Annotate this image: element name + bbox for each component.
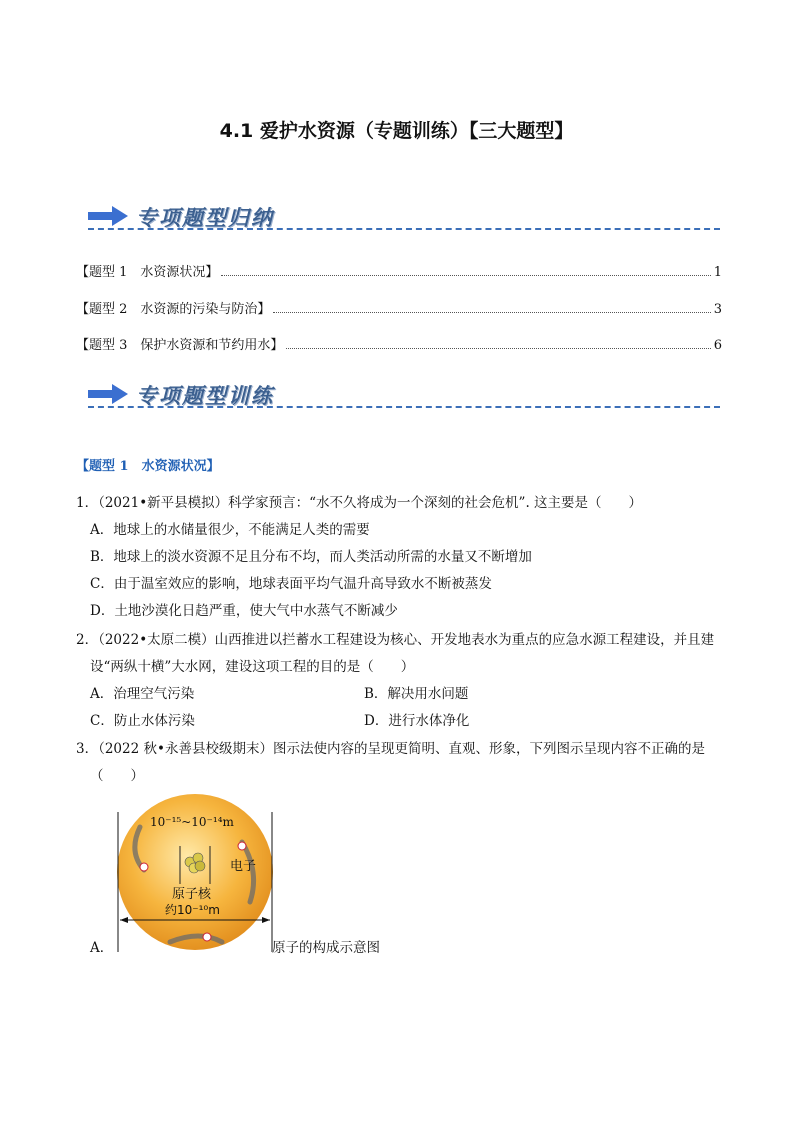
section-divider [88, 406, 720, 408]
section-header-training [88, 378, 720, 408]
question-1-option-c[interactable]: C．由于温室效应的影响，地球表面平均气温升高导致水不断被蒸发 [90, 576, 492, 592]
question-2-option-c[interactable]: C．防止水体污染 [90, 713, 195, 729]
toc-item-label: 【题型 3 保护水资源和节约用水】 [76, 338, 284, 353]
toc-item-page: 1 [713, 265, 722, 280]
toc-leader [221, 274, 710, 276]
section-title-summary: 专项题型归纳 [136, 205, 274, 230]
question-3-stem-line2: （ ） [90, 768, 144, 784]
question-1-option-b[interactable]: B．地球上的淡水资源不足且分布不均，而人类活动所需的水量又不断增加 [90, 549, 532, 565]
arrow-icon [88, 206, 128, 226]
toc-item-type3[interactable] [76, 333, 722, 353]
type1-heading: 【题型 1 水资源状况】 [76, 459, 220, 474]
toc-item-page: 6 [713, 338, 722, 353]
document-title: 4.1 爱护水资源（专题训练）【三大题型】 [219, 120, 574, 142]
question-2-stem-line2: 设“两纵十横”大水网，建设这项工程的目的是（ ） [90, 659, 415, 675]
electron-icon [140, 863, 148, 871]
electron-icon [203, 933, 211, 941]
question-2-option-d[interactable]: D．进行水体净化 [364, 713, 470, 729]
toc-leader [286, 347, 710, 349]
nucleus-label: 原子核 [172, 887, 212, 902]
question-3-stem-line1: 3．（2022 秋•永善县校级期末）图示法使内容的呈现更简明、直观、形象，下列图示呈现内容不正确的是 [76, 741, 705, 757]
electron-label: 电子 [230, 859, 257, 874]
toc-item-page: 3 [713, 302, 722, 317]
section-divider [88, 228, 720, 230]
toc-item-label: 【题型 2 水资源的污染与防治】 [76, 302, 271, 317]
arrow-icon [88, 384, 128, 404]
section-header-summary [88, 200, 720, 230]
question-2-option-a[interactable]: A．治理空气污染 [90, 686, 195, 702]
toc-item-type1[interactable] [76, 260, 722, 280]
toc-leader [273, 311, 710, 313]
section-title-training: 专项题型训练 [136, 383, 274, 408]
question-1-stem: 1．（2021•新平县模拟）科学家预言：“水不久将成为一个深刻的社会危机”. 这主要是（ ） [76, 495, 643, 511]
atom-diagram [110, 792, 280, 962]
toc-item-label: 【题型 1 水资源状况】 [76, 265, 219, 280]
question-1-option-a[interactable]: A．地球上的水储量很少，不能满足人类的需要 [90, 522, 370, 538]
question-1-option-d[interactable]: D．土地沙漠化日趋严重，使大气中水蒸气不断减少 [90, 603, 398, 619]
toc-item-type2[interactable] [76, 297, 722, 317]
question-2-stem-line1: 2．（2022•太原二模）山西推进以拦蓄水工程建设为核心、开发地表水为重点的应急水源工程建设，并且建 [76, 632, 715, 648]
question-3-option-a-label[interactable]: A． [90, 940, 114, 956]
atom-size-label: 约10⁻¹⁰m [165, 903, 220, 917]
nucleus-size-label: 10⁻¹⁵~10⁻¹⁴m [150, 815, 234, 829]
question-3-option-a-caption: 原子的构成示意图 [272, 940, 380, 956]
electron-icon [238, 842, 246, 850]
question-2-option-b[interactable]: B．解决用水问题 [364, 686, 469, 702]
